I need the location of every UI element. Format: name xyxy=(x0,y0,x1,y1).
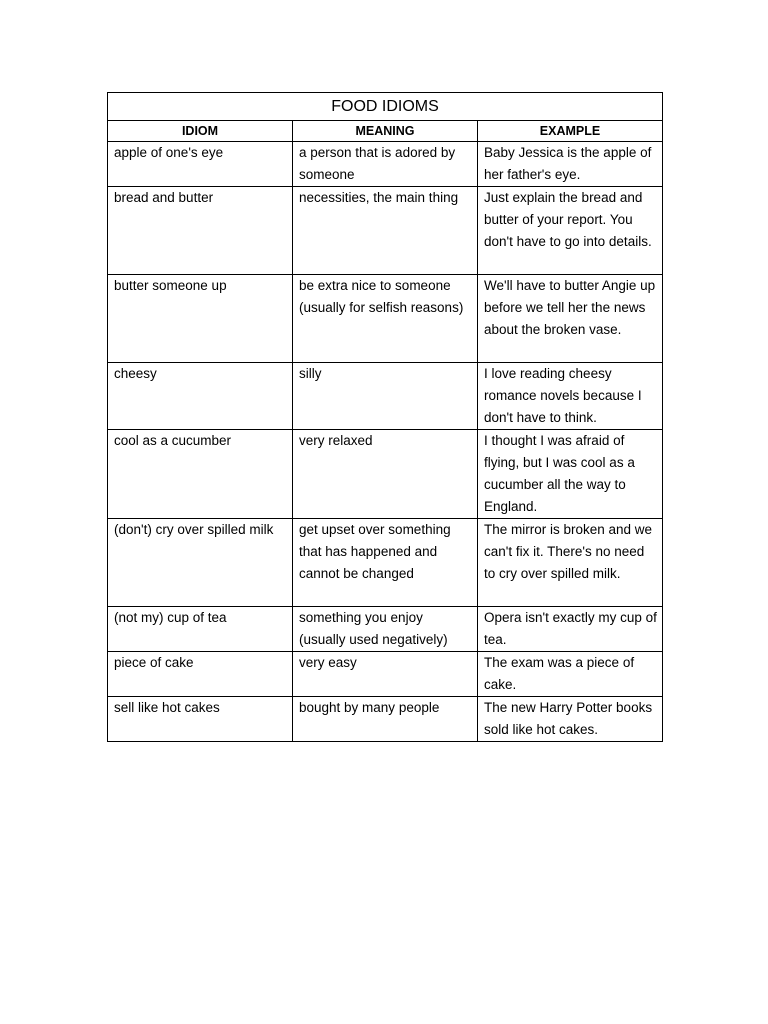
meaning-cell: be extra nice to someone (usually for selfish reasons) xyxy=(293,275,478,363)
idiom-cell: (don't) cry over spilled milk xyxy=(108,519,293,607)
meaning-cell: very easy xyxy=(293,652,478,697)
example-cell: We'll have to butter Angie up before we tell her the news about the broken vase. xyxy=(478,275,663,363)
table-row xyxy=(108,697,663,742)
column-header-example: EXAMPLE xyxy=(478,121,663,142)
table-row xyxy=(108,142,663,187)
idiom-cell: piece of cake xyxy=(108,652,293,697)
table-row xyxy=(108,187,663,275)
table-row xyxy=(108,652,663,697)
idiom-cell: (not my) cup of tea xyxy=(108,607,293,652)
example-cell: Just explain the bread and butter of your report. You don't have to go into details. xyxy=(478,187,663,275)
idiom-cell: cheesy xyxy=(108,363,293,430)
meaning-cell: get upset over something that has happened and cannot be changed xyxy=(293,519,478,607)
example-cell: The exam was a piece of cake. xyxy=(478,652,663,697)
table-row xyxy=(108,519,663,607)
table-row xyxy=(108,607,663,652)
food-idioms-table xyxy=(107,92,663,742)
idiom-cell: sell like hot cakes xyxy=(108,697,293,742)
example-cell: Baby Jessica is the apple of her father's eye. xyxy=(478,142,663,187)
meaning-cell: very relaxed xyxy=(293,430,478,519)
example-cell: I love reading cheesy romance novels because I don't have to think. xyxy=(478,363,663,430)
table-title: FOOD IDIOMS xyxy=(108,93,663,121)
table-row xyxy=(108,363,663,430)
idiom-cell: butter someone up xyxy=(108,275,293,363)
example-cell: I thought I was afraid of flying, but I was cool as a cucumber all the way to England. xyxy=(478,430,663,519)
title-row xyxy=(108,93,663,121)
meaning-cell: silly xyxy=(293,363,478,430)
example-cell: The new Harry Potter books sold like hot cakes. xyxy=(478,697,663,742)
table-row xyxy=(108,430,663,519)
example-cell: Opera isn't exactly my cup of tea. xyxy=(478,607,663,652)
idiom-cell: bread and butter xyxy=(108,187,293,275)
column-header-meaning: MEANING xyxy=(293,121,478,142)
header-row xyxy=(108,121,663,142)
idiom-cell: cool as a cucumber xyxy=(108,430,293,519)
example-cell: The mirror is broken and we can't fix it. There's no need to cry over spilled milk. xyxy=(478,519,663,607)
table-row xyxy=(108,275,663,363)
meaning-cell: necessities, the main thing xyxy=(293,187,478,275)
meaning-cell: bought by many people xyxy=(293,697,478,742)
meaning-cell: a person that is adored by someone xyxy=(293,142,478,187)
column-header-idiom: IDIOM xyxy=(108,121,293,142)
idiom-cell: apple of one's eye xyxy=(108,142,293,187)
meaning-cell: something you enjoy (usually used negatively) xyxy=(293,607,478,652)
